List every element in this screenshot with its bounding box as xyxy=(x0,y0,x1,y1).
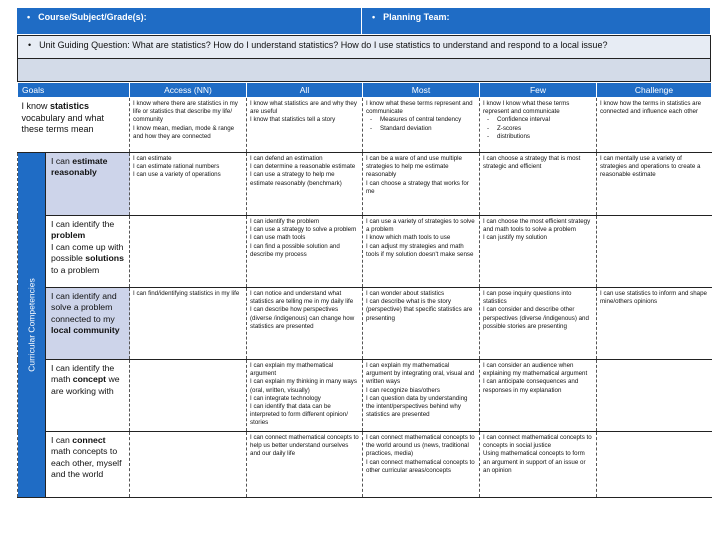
competency-row-connect xyxy=(18,432,712,498)
cell-line: I can choose the most efficient strategy and math tools to solve a problem xyxy=(483,218,591,234)
cell-challenge xyxy=(597,216,712,288)
dash-item: - Standard deviation xyxy=(370,124,432,132)
cell-most xyxy=(363,288,480,360)
col-header-access: Access (NN) xyxy=(130,83,247,98)
sub-bold: connect xyxy=(72,435,106,445)
goal-statistics-vocab xyxy=(18,98,130,153)
cell-line: I can adjust my strategies and math tools if my solution doesn't make sense xyxy=(366,242,474,258)
cell-access xyxy=(130,432,247,498)
dash-text: distributions xyxy=(497,132,531,140)
goal-cell-few xyxy=(480,98,597,153)
bullet-icon: • xyxy=(372,12,376,22)
sub-text: I can xyxy=(51,156,73,166)
cell-line: I can use a strategy to help me estimate reasonably (benchmark) xyxy=(250,171,342,187)
guiding-question-cell[interactable] xyxy=(17,35,711,59)
bullet-icon: • xyxy=(28,40,32,50)
sub-text: I can come up with possible xyxy=(51,241,124,264)
cell-line: I can describe what is the story (perspective) that specific statistics are presenting xyxy=(366,298,473,322)
cell-few xyxy=(480,216,597,288)
competency-row-estimate xyxy=(18,153,712,216)
cell-line: I know where there are statistics in my life or statistics that describe my life/ community xyxy=(133,100,238,124)
cell-most xyxy=(363,153,480,216)
col-header-goals: Goals xyxy=(18,83,130,98)
sub-text: I can identify the xyxy=(51,219,115,229)
cell-line: I know what these terms represent and communicate xyxy=(366,100,473,116)
cell-few xyxy=(480,360,597,432)
guiding-question: Unit Guiding Question: What are statistics? How do I understand statistics? How do I use statistics to understand and respond to a local issue? xyxy=(39,40,608,50)
cell-access xyxy=(130,288,247,360)
col-header-challenge: Challenge xyxy=(597,83,712,98)
cell-line: I can use statistics to inform and shape mine/others opinions xyxy=(600,290,707,306)
goal-bold: statistics xyxy=(50,101,90,111)
dash-item: - Confidence interval xyxy=(487,116,550,124)
cell-line: I can estimate rational numbers xyxy=(133,163,220,171)
cell-line: I can choose a strategy that works for me xyxy=(366,179,469,195)
cell-line: I can find a possible solution and describe my process xyxy=(250,242,340,258)
cell-line: I can connect mathematical concepts to the world around us (news, traditional practices, media) xyxy=(366,434,475,458)
cell-challenge xyxy=(597,153,712,216)
sub-bold: problem xyxy=(51,230,86,241)
cell-most xyxy=(363,360,480,432)
dash-text: Z-scores xyxy=(497,124,522,132)
sub-bold: estimate reasonably xyxy=(51,156,108,178)
blank-band xyxy=(17,59,711,82)
cell-challenge xyxy=(597,432,712,498)
competency-connect xyxy=(46,432,130,498)
dash-text: Confidence interval xyxy=(497,116,550,124)
cell-line: I can justify my solution xyxy=(483,234,547,242)
cell-line: I can connect mathematical concepts to help us better understand ourselves and our daily life xyxy=(250,434,359,458)
goal-text: I know xyxy=(21,101,51,111)
cell-access xyxy=(130,153,247,216)
cell-line: I can choose a strategy that is most strategic and efficient xyxy=(483,155,581,171)
side-label-text: Curricular Competencies xyxy=(25,278,36,372)
planning-team-cell[interactable] xyxy=(362,8,711,35)
cell-line: I can mentally use a variety of strategies and operations to create a reasonable estimate xyxy=(600,155,701,179)
cell-line: I know how the terms in statistics are connected and influence each other xyxy=(600,100,702,116)
planning-team-label: Planning Team: xyxy=(383,12,450,22)
cell-all xyxy=(247,432,363,498)
cell-line: I can explain my mathematical argument by integrating oral, visual and written ways xyxy=(366,362,475,386)
cell-line: Using mathematical concepts to form an argument in support of an issue or an opinion xyxy=(483,450,586,474)
competency-local-community xyxy=(46,288,130,360)
cell-few xyxy=(480,432,597,498)
dash-text: Standard deviation xyxy=(380,124,432,132)
cell-most xyxy=(363,432,480,498)
course-cell[interactable] xyxy=(17,8,362,35)
cell-line: I can identify that data can be interpreted to form different opinion/ stories xyxy=(250,402,348,427)
cell-line: I can explain my mathematical argument xyxy=(250,362,334,378)
cell-access xyxy=(130,360,247,432)
cell-line: I know mean, median, mode & range and how they are connected xyxy=(133,124,235,140)
col-header-most: Most xyxy=(363,83,480,98)
cell-line: I can question data by understanding the intent/perspectives behind why statistics are presented xyxy=(366,394,468,419)
sub-bold: concept xyxy=(72,374,107,385)
sub-text: to a problem xyxy=(51,264,100,275)
cell-line: I can connect mathematical concepts to concepts in social justice xyxy=(483,434,592,450)
goal-row xyxy=(18,98,712,153)
competency-math-concept xyxy=(46,360,130,432)
cell-few xyxy=(480,288,597,360)
cell-line: I can defend an estimation xyxy=(250,155,323,162)
planning-grid xyxy=(17,82,712,498)
column-header-row xyxy=(18,83,712,98)
cell-line: I can estimate xyxy=(133,155,172,162)
competency-estimate xyxy=(46,153,130,216)
cell-line: I can find/identifying statistics in my life xyxy=(133,290,240,297)
cell-line: I can consider an audience when explaining my mathematical argument xyxy=(483,362,588,378)
cell-line: I know which math tools to use xyxy=(366,234,451,242)
cell-line: I can use math tools xyxy=(250,234,306,242)
sub-text: I can identify the math xyxy=(51,363,115,385)
col-header-all: All xyxy=(247,83,363,98)
goal-cell-challenge xyxy=(597,98,712,153)
cell-line: I can identify the problem xyxy=(250,218,320,225)
cell-challenge xyxy=(597,288,712,360)
cell-all xyxy=(247,288,363,360)
goal-cell-most xyxy=(363,98,480,153)
cell-line: I know what statistics are and why they are useful xyxy=(250,100,357,116)
cell-all xyxy=(247,153,363,216)
cell-line: I can integrate technology xyxy=(250,394,321,402)
cell-line: I can use a variety of operations xyxy=(133,171,221,179)
competency-row-problem xyxy=(18,216,712,288)
goal-text-end: vocabulary and what these terms mean xyxy=(21,112,105,135)
cell-most xyxy=(363,216,480,288)
competency-row-local xyxy=(18,288,712,360)
cell-all xyxy=(247,216,363,288)
dash-item: - Measures of central tendency xyxy=(370,116,462,124)
course-label: Course/Subject/Grade(s): xyxy=(38,12,147,22)
cell-line: I can use a variety of strategies to solve a problem xyxy=(366,218,475,234)
curricular-competencies-label xyxy=(18,153,46,498)
cell-line: I can explain my thinking in many ways (oral, written, visually) xyxy=(250,378,357,394)
cell-line: I can use a strategy to solve a problem xyxy=(250,226,357,234)
bullet-icon: • xyxy=(27,12,31,22)
sub-bold: solutions xyxy=(85,253,124,264)
cell-line: I know I know what these terms represent and communicate xyxy=(483,100,570,116)
sub-bold: local community xyxy=(51,325,120,336)
cell-line: I can wonder about statistics xyxy=(366,290,445,297)
dash-text: Measures of central tendency xyxy=(380,116,462,124)
cell-line: I know that statistics tell a story xyxy=(250,116,336,124)
cell-access xyxy=(130,216,247,288)
cell-line: I can recognize bias/others xyxy=(366,386,440,394)
competency-problem-solutions xyxy=(46,216,130,288)
dash-item: - Z-scores xyxy=(487,124,522,132)
competency-row-concept xyxy=(18,360,712,432)
cell-line: I can connect mathematical concepts to other curricular areas/concepts xyxy=(366,458,475,474)
dash-item: - distributions xyxy=(487,132,531,140)
cell-challenge xyxy=(597,360,712,432)
sub-text: math concepts to each other, myself and the world xyxy=(51,446,122,480)
sub-text: I can identify and solve a problem connected to my xyxy=(51,291,117,324)
cell-line: I can be a ware of and use multiple strategies to help me estimate reasonably xyxy=(366,155,462,179)
cell-line: I can consider and describe other perspectives (diverse /indigenous) and possible stories are presenting xyxy=(483,306,589,330)
goal-cell-all xyxy=(247,98,363,153)
goal-cell-access xyxy=(130,98,247,153)
cell-few xyxy=(480,153,597,216)
cell-line: I can notice and understand what statistics are telling me in my daily life xyxy=(250,290,354,306)
cell-line: I can describe how perspectives (diverse /indigenous) can change how statistics are presented xyxy=(250,306,355,330)
cell-all xyxy=(247,360,363,432)
cell-line: I can pose inquiry questions into statistics xyxy=(483,290,572,306)
sub-text: we are working with xyxy=(51,374,120,396)
cell-line: I can anticipate consequences and responses in my explanation xyxy=(483,378,579,394)
col-header-few: Few xyxy=(480,83,597,98)
cell-line: I can determine a reasonable estimate xyxy=(250,163,356,171)
sub-text: I can xyxy=(51,435,73,445)
